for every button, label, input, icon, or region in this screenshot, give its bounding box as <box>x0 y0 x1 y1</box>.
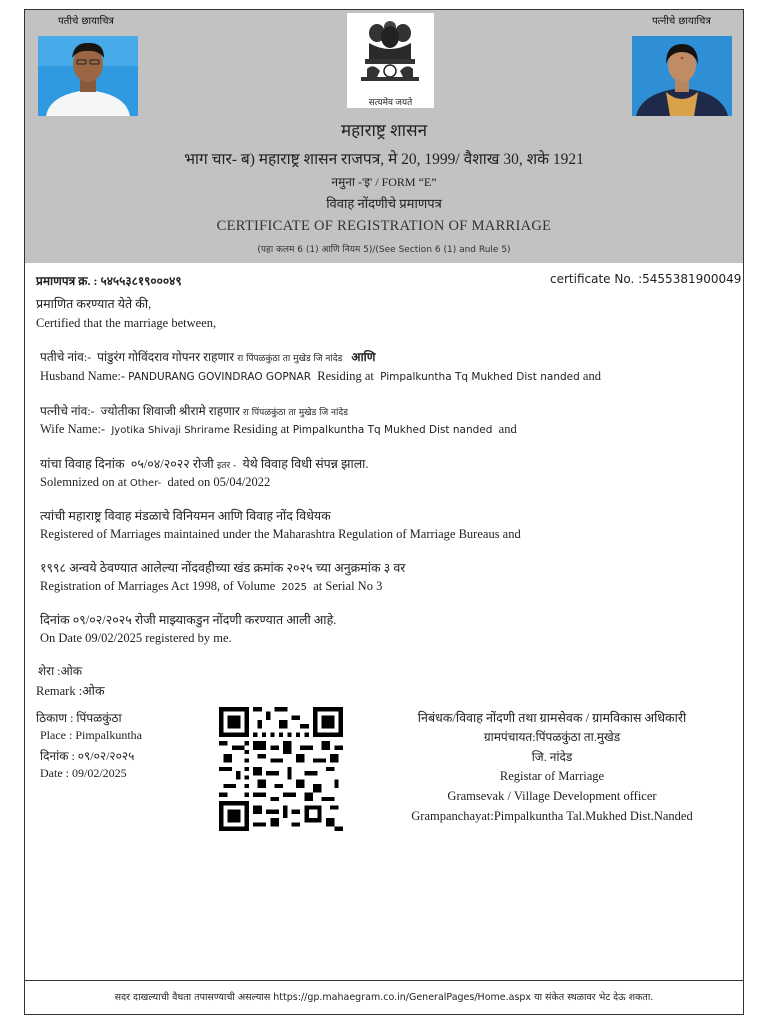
certificate-frame <box>24 9 744 1015</box>
husband-photo <box>38 36 138 116</box>
act-en-volume: 2025 <box>281 582 307 593</box>
signatory-line4: Registar of Marriage <box>499 769 605 783</box>
footer-divider <box>25 980 743 981</box>
place-en: Place : Pimpalkuntha <box>40 728 142 742</box>
certificate-number-en <box>550 272 741 286</box>
wife-mr-label: पत्नीचे नांव:- <box>40 404 95 418</box>
bureau-mr: त्यांची महाराष्ट्र विवाह मंडळाचे विनियमन आणि विवाह नोंद विधेयक <box>40 509 331 523</box>
solemn-en-place: Other- <box>129 478 162 489</box>
signatory-line1: निबंधक/विवाह नोंदणी तथा ग्रामसेवक / ग्रामविकास अधिकारी <box>417 711 687 725</box>
signatory-line5: Gramsevak / Village Development officer <box>447 789 657 803</box>
solemn-en-line <box>40 475 270 490</box>
act-en-line <box>40 579 382 594</box>
act-en-serial: at Serial No 3 <box>313 579 383 593</box>
lion-capital-icon <box>347 15 434 95</box>
act-en-text: Registration of Marriages Act 1998, of Volume <box>40 579 276 593</box>
footer-verification-text: सदर दाखल्याची वैधता तपासण्याची असल्यास https://gp.mahaegram.co.in/GeneralPages/Home.aspx या संकेत स्थळावर भेट देऊ शकता. <box>114 992 654 1003</box>
husband-mr-address: रा पिंपळकुंठा ता मुखेड जि नांदेड <box>237 354 343 364</box>
registered-date-mr: दिनांक ०९/०२/२०२५ रोजी माझ्याकडुन नोंदणी करण्यात आली आहे. <box>40 613 337 627</box>
wife-en-name: Jyotika Shivaji Shrirame <box>111 425 230 436</box>
bureau-en: Registered of Marriages maintained under the Maharashtra Regulation of Marriage Bureaus and <box>40 527 521 541</box>
wife-mr-address: रा पिंपळकुंठा ता मुखेड जि नांदेड <box>242 408 348 418</box>
remark-en: Remark :ओक <box>36 684 105 698</box>
certificate-number-en-label: certificate No. : <box>550 272 643 286</box>
husband-en-line <box>40 369 601 384</box>
wife-en-line <box>40 422 517 437</box>
signatory-line2: ग्रामपंचायत:पिंपळकुंठा ता.मुखेड <box>483 730 621 744</box>
husband-mr-and: आणि <box>351 350 376 364</box>
emblem-motto: सत्यमेव जयते <box>368 97 413 107</box>
date-en: Date : 09/02/2025 <box>40 766 127 780</box>
form-line: नमुना -'इ' / FORM “E” <box>331 175 437 189</box>
marathi-title: विवाह नोंदणीचे प्रमाणपत्र <box>326 196 442 211</box>
husband-mr-name: पांडुरंग गोविंदराव गोपनर राहणार <box>97 350 235 364</box>
gazette-line: भाग चार- ब) महाराष्ट्र शासन राजपत्र, मे 20, 1999/ वैशाख 30, शके 1921 <box>184 151 584 168</box>
certificate-header <box>25 10 743 263</box>
registered-date-en: On Date 09/02/2025 registered by me. <box>40 631 232 645</box>
place-mr: ठिकाण : पिंपळकुंठा <box>36 711 122 725</box>
certificate-number-en-value: 5455381900049 <box>642 272 742 286</box>
solemn-mr-text: यांचा विवाह दिनांक <box>40 457 125 471</box>
husband-en-label: Husband Name:- <box>40 369 126 383</box>
qr-code-icon <box>217 707 345 831</box>
solemn-mr-text-2: येथे विवाह विधी संपन्न झाला. <box>242 457 369 471</box>
wife-mr-line <box>40 402 348 419</box>
husband-mr-line <box>40 348 375 365</box>
wife-en-and: and <box>498 422 517 436</box>
solemn-en-date: dated on 05/04/2022 <box>167 475 271 489</box>
wife-en-label: Wife Name:- <box>40 422 106 436</box>
signatory-line6: Grampanchayat:Pimpalkuntha Tal.Mukhed Dist.Nanded <box>411 809 693 823</box>
govt-title: महाराष्ट्र शासन <box>340 121 428 140</box>
husband-en-name: PANDURANG GOVINDRAO GOPNAR <box>128 371 311 383</box>
wife-photo-label: पत्नीचे छायाचित्र <box>652 16 711 27</box>
solemn-mr-place: इतर - <box>216 461 237 471</box>
wife-en-residing: Residing at <box>233 422 290 436</box>
wife-en-address: Pimpalkuntha Tq Mukhed Dist nanded <box>292 424 493 436</box>
husband-en-address: Pimpalkuntha Tq Mukhed Dist nanded <box>380 371 580 383</box>
husband-en-residing: Residing at <box>317 369 374 383</box>
certificate-number-mr-label: प्रमाणपत्र क्र. : <box>36 274 101 288</box>
act-mr: १९९८ अन्वये ठेवण्यात आलेल्या नोंदवहीच्या खंड क्रमांक २०२५ च्या अनुक्रमांक ३ वर <box>40 561 406 575</box>
husband-en-and: and <box>582 369 601 383</box>
husband-photo-label: पतीचे छायाचित्र <box>58 16 114 27</box>
wife-mr-name: ज्योतीका शिवाजी श्रीरामे राहणार <box>100 404 240 418</box>
solemn-mr-date: ०५/०४/२०२२ रोजी <box>130 457 214 471</box>
date-mr: दिनांक : ०९/०२/२०२५ <box>40 749 135 763</box>
national-emblem <box>347 13 434 108</box>
solemn-mr-line <box>40 455 369 472</box>
wife-photo <box>632 36 732 116</box>
english-title: CERTIFICATE OF REGISTRATION OF MARRIAGE <box>216 218 552 234</box>
certified-en: Certified that the marriage between, <box>36 316 217 330</box>
husband-mr-label: पतीचे नांव:- <box>40 350 92 364</box>
certified-mr: प्रमाणित करण्यात येते की, <box>36 297 152 311</box>
section-line: (पहा कलम 6 (1) आणि नियम 5)/(See Section 6 (1) and Rule 5) <box>257 245 511 255</box>
remark-mr: शेरा :ओक <box>38 664 83 678</box>
solemn-en-text: Solemnized on at <box>40 475 127 489</box>
signatory-line3: जि. नांदेड <box>531 750 573 764</box>
certificate-number-mr-value: ५४५५३८१९०००४९ <box>100 274 182 288</box>
certificate-number-mr <box>36 272 182 289</box>
